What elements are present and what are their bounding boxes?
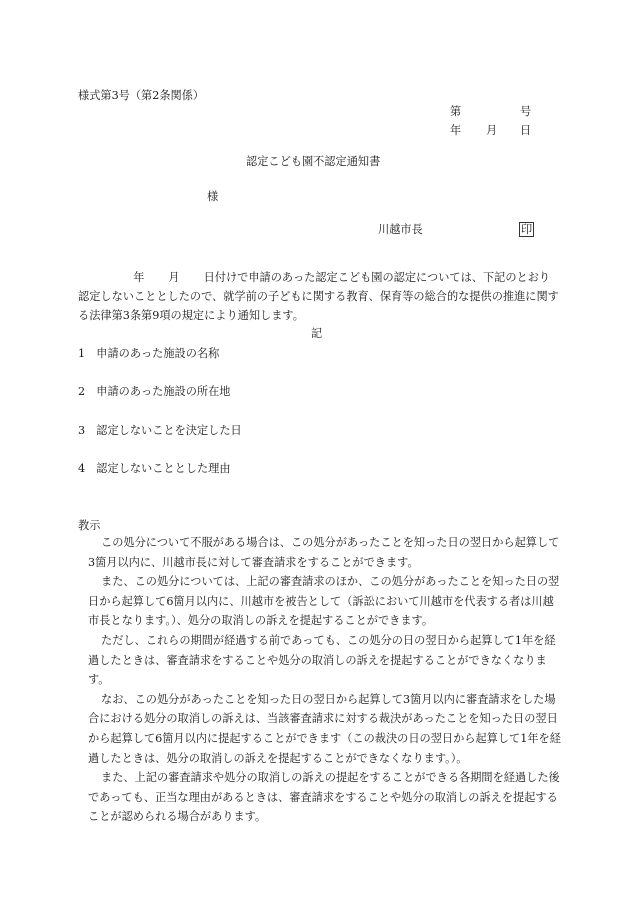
body-text: 日付けで申請のあった認定こども園の認定については、下記のとおり認定しないこととしたので、就学前の子どもに関する教育、保育等の総合的な提供の推進に関する法律第3条第9項の規定により通知します。 — [78, 271, 559, 323]
body-year: 年 — [133, 271, 145, 284]
list-item-3: 3 認定しないことを決定した日 — [78, 424, 242, 437]
kyoji-body — [75, 533, 563, 827]
kyoji-paragraph-5: また、上記の審査請求や処分の取消しの訴えの提起をすることができる各期間を経過した後であっても、正当な理由があるときは、審査請求をすることや処分の取消しの訴えを提起することが認められる場合があります。 — [88, 771, 560, 824]
body-paragraph — [78, 268, 560, 326]
kyoji-paragraph-3: ただし、これらの期間が経過する前であっても、この処分の日の翌日から起算して1年を経過したときは、審査請求をすることや処分の取消しの訴えを提起することができなくなります。 — [88, 633, 556, 687]
ki-heading: 記 — [311, 327, 323, 340]
issuer-name: 川越市長 — [378, 223, 423, 236]
date-day: 日 — [520, 124, 532, 137]
kyoji-paragraph-4: なお、この処分があったことを知った日の翌日から起算して3箇月以内に審査請求をした場合における処分の取消しの訴えは、当該審査請求に対する裁決があったことを知った日の翌日から起算して6箇月以内に提起することができます（この裁決の日の翌日から起算して1年を経過したときは、処分の取消しの訴えを提起することができなくなります。）。 — [88, 692, 561, 765]
date-month: 月 — [486, 124, 498, 137]
recipient-suffix: 様 — [207, 190, 219, 203]
seal-text: 印 — [521, 223, 533, 236]
list-item-4: 4 認定しないこととした理由 — [78, 462, 231, 475]
doc-number-dai: 第 — [450, 105, 462, 118]
list-item-2: 2 申請のあった施設の所在地 — [78, 385, 231, 398]
body-text-block — [78, 268, 560, 326]
kyoji-paragraph-2: また、この処分については、上記の審査請求のほか、この処分があったことを知った日の翌日から起算して6箇月以内に、川越市を被告として（訴訟において川越市を代表する者は川越市長となります。）、処分の取消しの訴えを提起することができます。 — [88, 575, 560, 628]
document-title: 認定こども園不認定通知書 — [246, 155, 381, 168]
form-label: 様式第3号（第2条関係） — [78, 89, 205, 102]
kyoji-heading: 教示 — [78, 519, 101, 532]
date-year: 年 — [450, 124, 462, 137]
list-item-1: 1 申請のあった施設の名称 — [78, 347, 220, 360]
seal-mark — [519, 222, 534, 237]
doc-number-go: 号 — [520, 105, 532, 118]
body-month: 月 — [168, 271, 180, 284]
kyoji-paragraph-1: この処分について不服がある場合は、この処分があったことを知った日の翌日から起算して3箇月以内に、川越市長に対して審査請求をすることができます。 — [88, 536, 560, 569]
